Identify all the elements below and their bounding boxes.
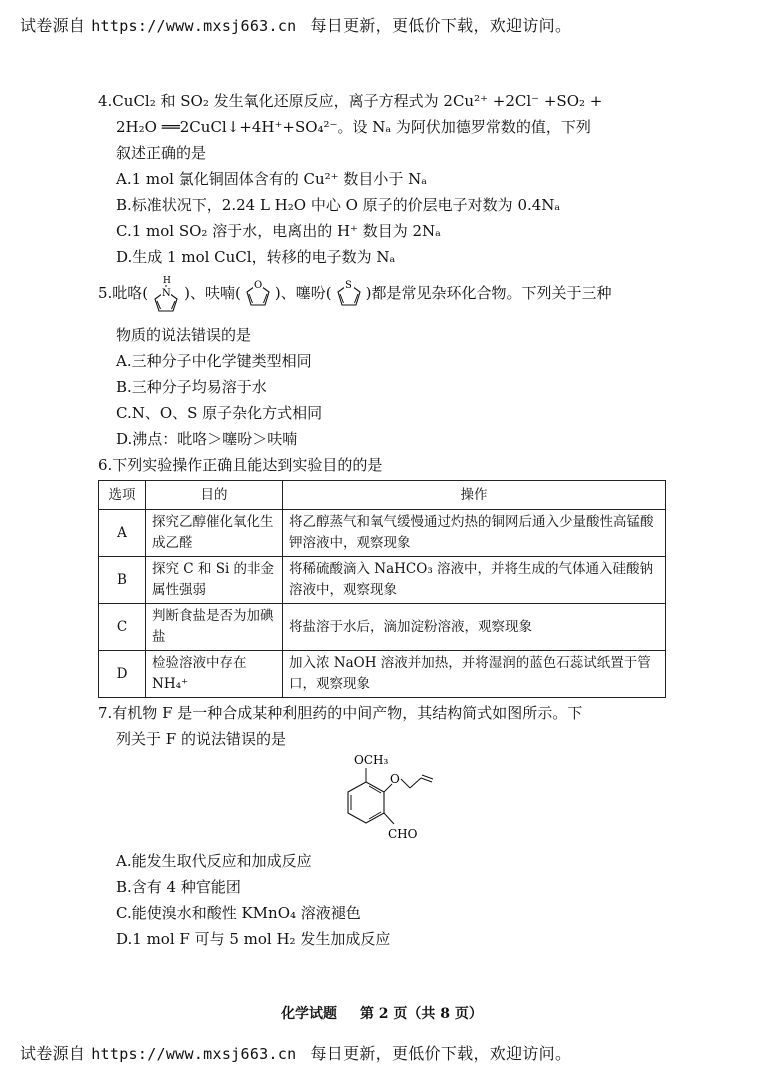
page-footer <box>0 1003 764 1023</box>
footer-page-number: 第 2 页（共 8 页） <box>359 1006 483 1022</box>
q5-suffix: )都是常见杂环化合物。下列关于三种 <box>365 284 612 302</box>
q5-sep-2: )、噻吩( <box>274 284 332 302</box>
q5-option-d: D.沸点：吡咯＞噻吩＞呋喃 <box>116 430 298 448</box>
row-b-option: B <box>99 557 146 604</box>
q4-stem-line-3: 叙述正确的是 <box>116 144 207 162</box>
thiophene-structure <box>332 277 366 311</box>
banner-url-link[interactable]: https://www.mxsj663.cn <box>91 17 297 35</box>
furan-structure <box>241 277 275 311</box>
table-row <box>99 510 666 557</box>
banner-url-link[interactable]: https://www.mxsj663.cn <box>91 1045 297 1063</box>
row-c-operation: 将盐溶于水后，滴加淀粉溶液，观察现象 <box>283 604 666 651</box>
q4-option-b: B.标准状况下，2.24 L H₂O 中心 O 原子的价层电子对数为 0.4Nₐ <box>116 196 561 214</box>
banner-slogan: 每日更新，更低价下载，欢迎访问。 <box>310 16 572 35</box>
q5-option-a: A.三种分子中化学键类型相同 <box>116 352 312 370</box>
q4-option-c: C.1 mol SO₂ 溶于水，电离出的 H⁺ 数目为 2Nₐ <box>116 222 441 240</box>
q4-option-d: D.生成 1 mol CuCl，转移的电子数为 Nₐ <box>116 248 396 266</box>
q7-option-c: C.能使溴水和酸性 KMnO₄ 溶液褪色 <box>116 904 361 922</box>
question-7-options <box>98 848 668 952</box>
q5-stem-line-1 <box>98 270 668 316</box>
top-banner <box>20 13 571 36</box>
table-header-operation: 操作 <box>283 481 666 510</box>
q5-option-b: B.三种分子均易溶于水 <box>116 378 267 396</box>
table-row <box>99 651 666 698</box>
table-header-option: 选项 <box>99 481 146 510</box>
q7-option-d: D.1 mol F 可与 5 mol H₂ 发生加成反应 <box>116 930 391 948</box>
question-7 <box>98 700 668 752</box>
table-header-row <box>99 481 666 510</box>
table-row <box>99 604 666 651</box>
table-row <box>99 557 666 604</box>
row-d-operation: 加入浓 NaOH 溶液并加热，并将湿润的蓝色石蕊试纸置于管口，观察现象 <box>283 651 666 698</box>
compound-f-structure <box>328 752 448 852</box>
q4-stem-line-2: 2H₂O ══2CuCl↓+4H⁺+SO₄²⁻。设 Nₐ 为阿伏加德罗常数的值，下列 <box>116 118 591 136</box>
question-5 <box>98 270 668 452</box>
row-c-option: C <box>99 604 146 651</box>
q5-sep-1: )、呋喃( <box>184 284 241 302</box>
row-a-option: A <box>99 510 146 557</box>
ether-o-label: O <box>390 772 400 786</box>
row-d-goal: 检验溶液中存在 NH₄⁺ <box>146 651 283 698</box>
q5-stem-line-2: 物质的说法错误的是 <box>116 326 252 344</box>
methoxy-label: OCH₃ <box>354 753 389 767</box>
q4-stem-line-1: 4.CuCl₂ 和 SO₂ 发生氧化还原反应，离子方程式为 2Cu²⁺ +2Cl⁻ +SO₂ + <box>98 92 603 110</box>
question-4 <box>98 88 668 270</box>
footer-subject: 化学试题 <box>281 1006 338 1022</box>
q6-stem: 6.下列实验操作正确且能达到实验目的的是 <box>98 456 383 474</box>
bottom-banner <box>20 1041 571 1064</box>
q4-option-a: A.1 mol 氯化铜固体含有的 Cu²⁺ 数目小于 Nₐ <box>116 170 428 188</box>
question-6 <box>98 452 668 478</box>
row-c-goal: 判断食盐是否为加碘盐 <box>146 604 283 651</box>
banner-source-label: 试卷源自 <box>20 1044 86 1063</box>
q6-experiment-table <box>98 480 666 698</box>
table-header-goal: 目的 <box>146 481 283 510</box>
q5-prefix: 5.吡咯( <box>98 284 149 302</box>
pyrrole-h-label: H <box>163 276 172 286</box>
furan-o-label: O <box>253 280 263 291</box>
pyrrole-n-label: N <box>162 288 171 299</box>
row-b-operation: 将稀硫酸滴入 NaHCO₃ 溶液中，并将生成的气体通入硅酸钠溶液中，观察现象 <box>283 557 666 604</box>
q7-option-b: B.含有 4 种官能团 <box>116 878 241 896</box>
row-d-option: D <box>99 651 146 698</box>
pyrrole-structure <box>148 273 184 315</box>
q5-option-c: C.N、O、S 原子杂化方式相同 <box>116 404 323 422</box>
thiophene-s-label: S <box>344 280 352 291</box>
row-b-goal: 探究 C 和 Si 的非金属性强弱 <box>146 557 283 604</box>
q7-stem-line-2: 列关于 F 的说法错误的是 <box>116 730 286 748</box>
banner-source-label: 试卷源自 <box>20 16 86 35</box>
q7-stem-line-1: 7.有机物 F 是一种合成某种利胆药的中间产物，其结构简式如图所示。下 <box>98 704 583 722</box>
q7-option-a: A.能发生取代反应和加成反应 <box>116 852 312 870</box>
banner-slogan: 每日更新，更低价下载，欢迎访问。 <box>310 1044 572 1063</box>
row-a-operation: 将乙醇蒸气和氧气缓慢通过灼热的铜网后通入少量酸性高锰酸钾溶液中，观察现象 <box>283 510 666 557</box>
row-a-goal: 探究乙醇催化氧化生成乙醛 <box>146 510 283 557</box>
aldehyde-label: CHO <box>388 827 418 841</box>
